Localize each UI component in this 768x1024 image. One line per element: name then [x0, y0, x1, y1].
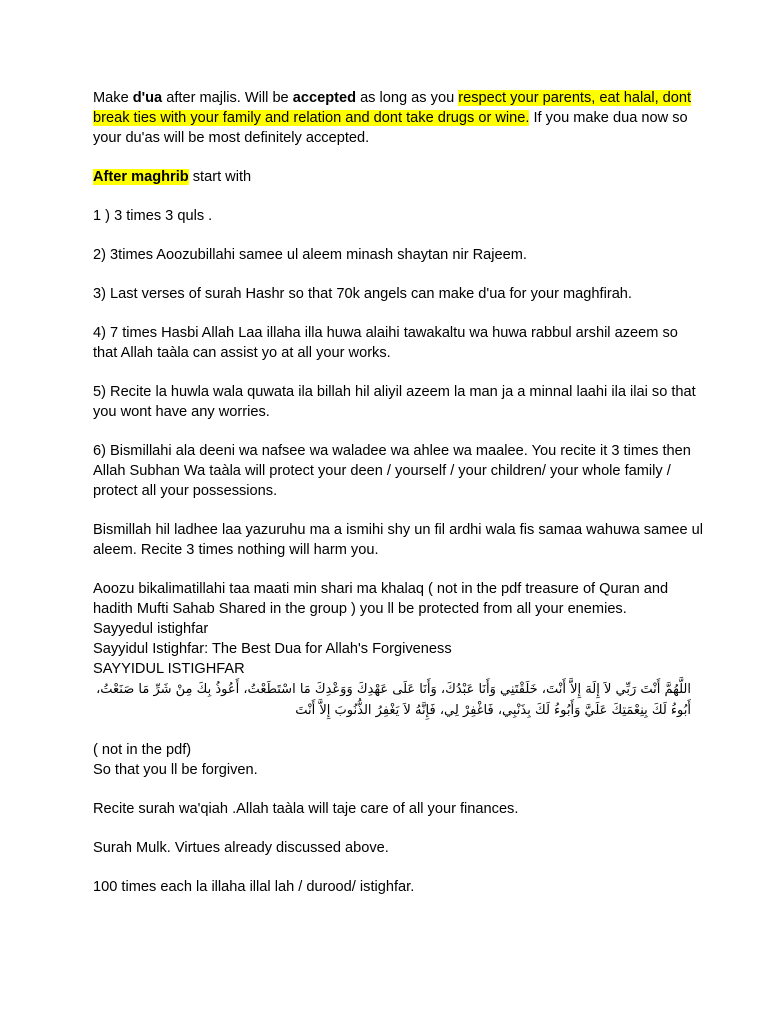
mulk-paragraph: Surah Mulk. Virtues already discussed above. — [93, 840, 389, 856]
sayyidul-title: Sayyidul Istighfar: The Best Dua for Allah's Forgiveness — [93, 641, 452, 657]
not-in-pdf-note: ( not in the pdf) — [93, 742, 192, 758]
waqiah-paragraph: Recite surah wa'qiah .Allah taàla will taje care of all your finances. — [93, 801, 519, 817]
list-item-5: 5) Recite la huwla wala quwata ila billah hil aliyil azeem la man ja a minnal laahi ila ilai so that you wont have any worries. — [93, 384, 696, 420]
sayyidul-caps: SAYYIDUL ISTIGHFAR — [93, 661, 245, 677]
intro-paragraph — [93, 88, 703, 148]
list-item-1: 1 ) 3 times 3 quls . — [93, 208, 213, 224]
intro-text-1: Make — [93, 90, 133, 106]
hundred-paragraph: 100 times each la illaha illal lah / durood/ istighfar. — [93, 879, 415, 895]
intro-bold-accepted: accepted — [292, 90, 357, 106]
intro-highlight: respect your parents, eat halal, dont break ties with your family and relation and dont take drugs or wine. — [93, 90, 692, 126]
list-item-4: 4) 7 times Hasbi Allah Laa illaha illa huwa alaihi tawakaltu wa huwa rabbul arshil azeem so that Allah taàla can assist yo at all your works. — [93, 325, 678, 361]
intro-bold-dua: d'ua — [132, 90, 163, 106]
bismillah-paragraph: Bismillah hil ladhee laa yazuruhu ma a ismihi shy un fil ardhi wala fis samaa wahuwa samee ul aleem. Recite 3 times nothing will harm you. — [93, 522, 703, 558]
maghrib-highlight: After maghrib — [93, 169, 189, 185]
intro-text-3: as long as you — [356, 90, 459, 106]
sayyedul-line: Sayyedul istighfar — [93, 621, 209, 637]
list-item-2: 2) 3times Aoozubillahi samee ul aleem minash shaytan nir Rajeem. — [93, 247, 527, 263]
arabic-dua: اللَّهُمَّ أَنْتَ رَبِّي لاَ إِلَهَ إِلاَّ أَنْتَ، خَلَقْتَنِي وَأَنَا عَبْدُكَ، وَأَنَا عَلَى عَهْدِكَ وَوَعْدِكَ مَا اسْتَطَعْتُ، أَعُوذُ بِكَ مِنْ شَرِّ مَا صَنَعْتُ، أَبُوءُ لَكَ بِنِعْمَتِكَ عَلَيَّ وَأَبُوءُ لَكَ بِذَنْبِي، فَاغْفِرْ لِي، فَإِنَّهُ لاَ يَغْفِرُ الذُّنُوبَ إِلاَّ أَنْتَ — [96, 682, 691, 718]
list-item-6: 6) Bismillahi ala deeni wa nafsee wa waladee wa ahlee wa maalee. You recite it 3 times then Allah Subhan Wa taàla will protect your deen / yourself / your children/ your whole family / protect all your possessions. — [93, 443, 691, 499]
aoozu-paragraph: Aoozu bikalimatillahi taa maati min shari ma khalaq ( not in the pdf treasure of Quran and hadith Mufti Sahab Shared in the group ) you ll be protected from all your enemies. — [93, 581, 669, 617]
maghrib-rest: start with — [188, 169, 252, 185]
list-item-3: 3) Last verses of surah Hashr so that 70k angels can make d'ua for your maghfirah. — [93, 286, 632, 302]
maghrib-heading — [93, 167, 703, 187]
forgiven-line: So that you ll be forgiven. — [93, 762, 258, 778]
document-body — [93, 88, 703, 916]
intro-text-4: If you make dua now so your du'as will be most definitely accepted. — [93, 110, 688, 146]
intro-text-2: after majlis. Will be — [162, 90, 293, 106]
